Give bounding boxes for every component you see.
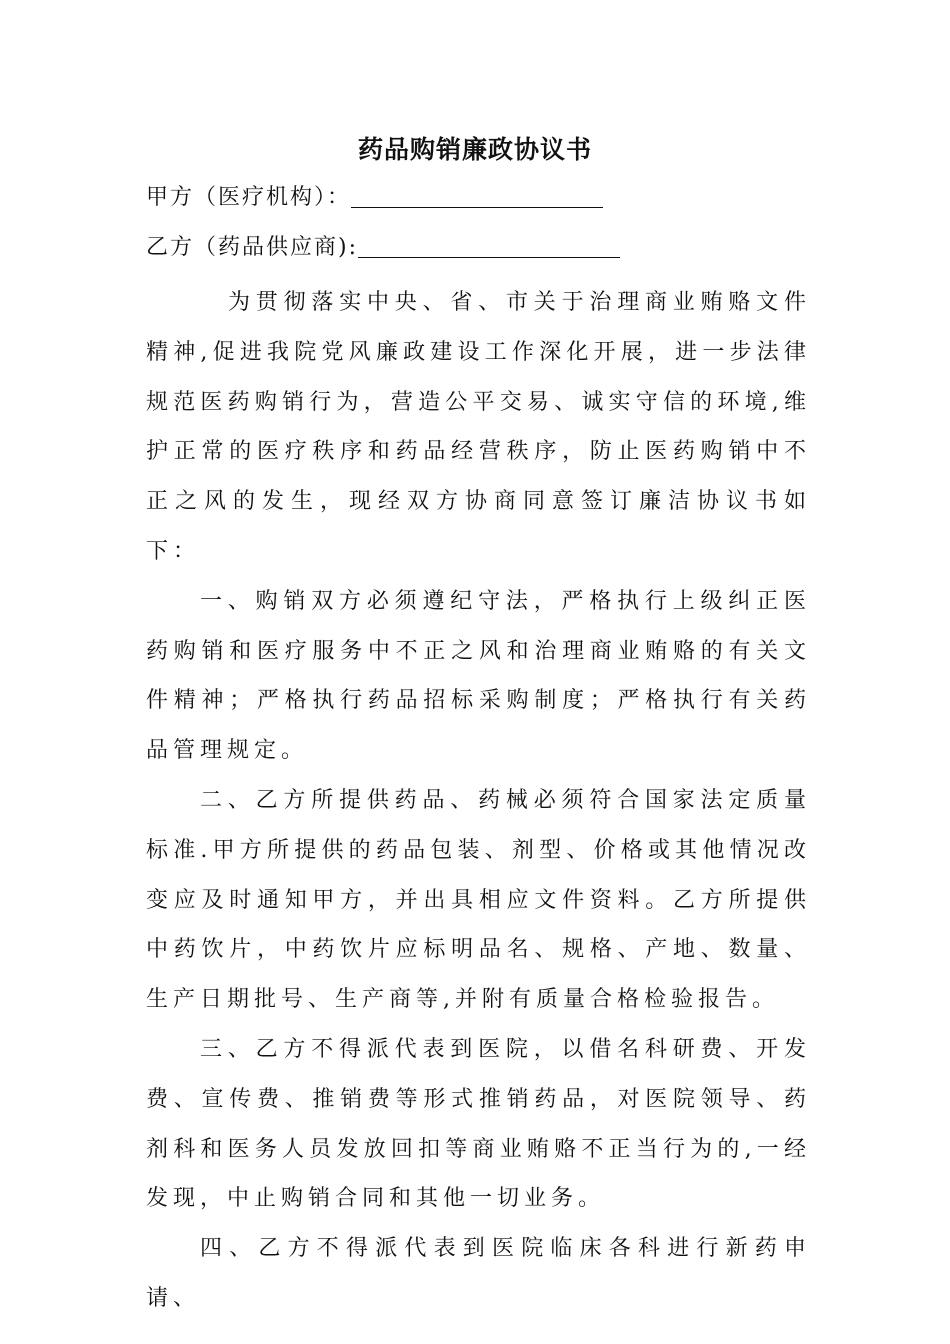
party-a-blank-line[interactable] [351,181,603,208]
party-a-field [146,178,603,218]
paragraph-intro: 为贯彻落实中央、省、市关于治理商业贿赂文件精神,促进我院党风廉政建设工作深化开展，进一步法律规范医药购销行为，营造公平交易、诚实守信的环境,维护正常的医疗秩序和药品经营秩序，防止医药购销中不正之风的发生，现经双方协商同意签订廉洁协议书如下： [146,290,811,564]
party-b-label: 乙方（药品供应商): [146,235,358,260]
paragraph-clause-3: 三、乙方不得派代表到医院，以借名科研费、开发费、宣传费、推销费等形式推销药品，对医院领导、药剂科和医务人员发放回扣等商业贿赂不正当行为的,一经发现，中止购销合同和其他一切业务。 [146,1036,811,1212]
document-body [146,278,811,1324]
paragraph-clause-2: 二、乙方所提供药品、药械必须符合国家法定质量标准.甲方所提供的药品包装、剂型、价格或其他情况改变应及时通知甲方，并出具相应文件资料。乙方所提供中药饮片，中药饮片应标明品名、规格、产地、数量、生产日期批号、生产商等,并附有质量合格检验报告。 [146,787,811,1013]
paragraph-clause-1: 一、购销双方必须遵纪守法，严格执行上级纠正医药购销和医疗服务中不正之风和治理商业贿赂的有关文件精神；严格执行药品招标采购制度；严格执行有关药品管理规定。 [146,588,811,764]
party-a-label: 甲方（医疗机构）： [146,185,352,210]
paragraph-clause-4: 四、乙方不得派代表到医院临床各科进行新药申请、 [146,1236,811,1311]
party-b-blank-line[interactable] [358,231,620,258]
document-title: 药品购销廉政协议书 [357,135,592,164]
party-b-field [146,228,620,268]
